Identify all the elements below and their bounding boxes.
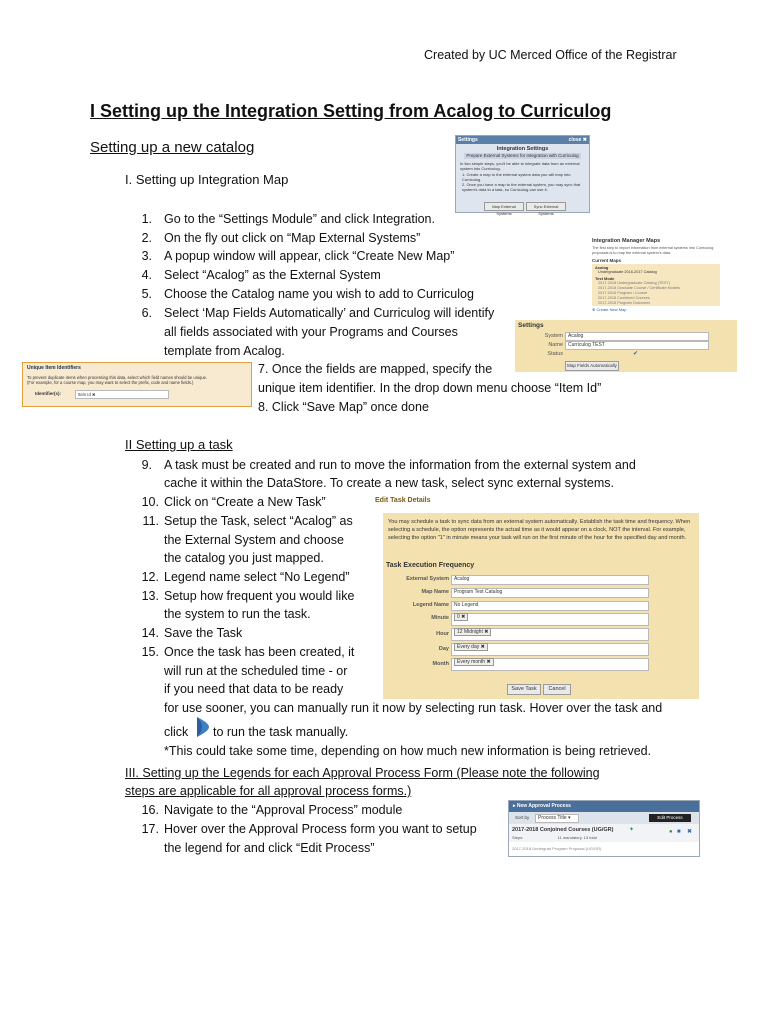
run-task-icon — [192, 716, 212, 738]
step-text: Setup how frequent you would like — [164, 589, 355, 603]
hour-tag[interactable]: 12 Midnight ✖ — [454, 628, 491, 636]
step-text-continued: the External System and choose — [164, 533, 344, 547]
unique-desc: To prevent duplicate items when processing this data, select which field names should be unique. — [27, 375, 208, 380]
current-maps-label: Current Maps — [592, 258, 622, 263]
panel-subheading: Prepare External Systems for Integration with Curriculog — [464, 153, 581, 159]
day-label: Day — [438, 646, 449, 652]
edit-process-tooltip: Edit Process — [649, 814, 691, 822]
map-fields-automatically-button[interactable]: Map Fields Automatically — [565, 361, 619, 371]
step-text: Legend name select “No Legend” — [164, 570, 350, 584]
approval-process-screenshot — [508, 800, 700, 857]
day-tag[interactable]: Every day ✖ — [454, 643, 488, 651]
external-system-label: External System — [406, 576, 449, 582]
step-number: 6. — [141, 306, 152, 320]
step-text-continued: the catalog you just mapped. — [164, 551, 324, 565]
month-label: Month — [432, 661, 449, 667]
month-input[interactable] — [451, 658, 649, 671]
step-text-continued: unique item identifier. In the drop down menu choose “Item Id” — [258, 381, 602, 395]
step-text: A popup window will appear, click “Create New Map” — [164, 249, 455, 263]
system-select[interactable]: Acalog — [565, 332, 709, 341]
step-text: A task must be created and run to move the information from the external system and — [164, 458, 636, 472]
save-task-button[interactable]: Save Task — [507, 684, 541, 695]
map-row[interactable]: 2017-2018 Graduate Course / Certificate Models — [598, 286, 680, 290]
document-title: I Setting up the Integration Setting from Acalog to Curriculog — [90, 101, 612, 121]
step-text-continued: the legend for and click “Edit Process” — [164, 841, 375, 855]
step-text: Select “Acalog” as the External System — [164, 268, 381, 282]
create-new-map-link[interactable] — [592, 307, 627, 312]
add-icon: ⊕ — [592, 307, 596, 312]
step-text-continued: for use sooner, you can manually run it now by selecting run task. Hover over the task and — [164, 701, 663, 715]
minute-label: Minute — [431, 615, 449, 621]
external-system-select[interactable]: Acalog — [451, 575, 649, 585]
panel-heading: Integration Settings — [496, 146, 549, 152]
section-subtitle: Setting up a new catalog — [90, 139, 255, 156]
hour-label: Hour — [436, 631, 449, 637]
day-input[interactable] — [451, 643, 649, 656]
step-number: 4. — [141, 268, 152, 282]
step-text: Go to the “Settings Module” and click Integration. — [164, 212, 435, 226]
status-checkbox[interactable]: ✔ — [633, 351, 639, 357]
maps-title: Integration Manager Maps — [592, 238, 661, 244]
map-settings-screenshot — [515, 320, 737, 372]
delete-icon[interactable]: ■ — [677, 829, 681, 835]
process-steps: Steps: 11 mandatory, 13 total — [512, 835, 597, 840]
test-group-label: Test Mode — [595, 276, 615, 281]
step-number: 5. — [141, 287, 152, 301]
section2-heading: II Setting up a task — [125, 437, 233, 452]
close-icon: close ✖ — [568, 137, 587, 143]
step-number: 1. — [141, 212, 152, 226]
integration-maps-screenshot — [592, 238, 722, 314]
step-number: 13. — [141, 589, 159, 603]
edit-task-screenshot — [383, 513, 699, 699]
name-select[interactable]: Curriculog TEST — [565, 341, 709, 350]
step-text-continued: click — [164, 725, 189, 739]
note-text: *This could take some time, depending on how much new information is being retrieved. — [164, 744, 652, 758]
step-number: 16. — [141, 803, 159, 817]
step-number: 10. — [141, 495, 159, 509]
unique-identifiers-screenshot — [22, 362, 252, 407]
step-text-continued: if you need that data to be ready — [164, 682, 344, 696]
acalog-group-label: Acalog — [595, 265, 609, 270]
step-text: Once the task has been created, it — [164, 645, 355, 659]
approval-process-row[interactable] — [509, 824, 699, 842]
step-text-continued: cache it within the DataStore. To create a new task, select sync external systems. — [164, 476, 614, 490]
month-tag[interactable]: Every month ✖ — [454, 658, 494, 666]
identifier-select[interactable]: Item Id ✖ — [75, 390, 169, 399]
step-number: 3. — [141, 249, 152, 263]
step-number: 11. — [142, 514, 159, 528]
map-name-select[interactable]: Program Test Catalog — [451, 588, 649, 598]
step-text-continued: all fields associated with your Programs and Courses — [164, 325, 458, 339]
minute-tag[interactable]: 0 ✖ — [454, 613, 468, 621]
map-row[interactable]: 2017-2018 Program / Course — [598, 291, 648, 295]
step-text: Hover over the Approval Process form you want to setup — [164, 822, 477, 836]
step-text: Click on “Create a New Task” — [164, 495, 326, 509]
settings-title: Settings — [518, 322, 544, 329]
step-number: 15. — [141, 645, 159, 659]
sort-select[interactable]: Process Title ▾ — [535, 814, 579, 823]
create-new-map-label: Create New Map — [596, 307, 627, 312]
legend-name-label: Legend Name — [412, 602, 449, 608]
step-text-continued: template from Acalog. — [164, 344, 285, 358]
sync-external-systems-button[interactable]: Sync External Systems — [526, 202, 566, 211]
section3-heading-continued: steps are applicable for all approval process forms.) — [125, 784, 412, 798]
step-text: 8. Click “Save Map” once done — [258, 400, 429, 414]
step-text: Select ‘Map Fields Automatically’ and Curriculog will identify — [164, 306, 495, 320]
minute-input[interactable] — [451, 613, 649, 626]
section1-heading: I. Setting up Integration Map — [125, 172, 289, 187]
step-number: 9. — [141, 458, 152, 472]
step-text: 7. Once the fields are mapped, specify the — [258, 362, 493, 376]
hour-input[interactable] — [451, 628, 649, 641]
step-number: 12. — [141, 570, 159, 584]
task-frequency-heading: Task Execution Frequency — [386, 562, 475, 569]
map-name-label: Map Name — [421, 589, 449, 595]
map-row[interactable]: 2017-2018 Program Outcomes — [598, 301, 651, 305]
step-text-continued: will run at the scheduled time - or — [164, 664, 348, 678]
edit-icon[interactable]: ● — [669, 829, 673, 835]
maps-list — [592, 264, 720, 306]
step-text: Save the Task — [164, 626, 243, 640]
legend-name-select[interactable]: No Legend — [451, 601, 649, 611]
maps-description: The first step to import information from external systems into Curriculog proposals is to map the external system's data. — [592, 246, 714, 255]
unique-title: Unique Item Identifiers — [27, 365, 81, 371]
section3-heading: III. Setting up the Legends for each Approval Process Form (Please note the following — [125, 766, 600, 780]
edit-task-heading: Edit Task Details — [375, 497, 431, 504]
new-approval-process-button[interactable]: ▸ New Approval Process — [513, 803, 571, 809]
step-text-continued: the system to run the task. — [164, 607, 311, 621]
panel-title: Settings — [458, 137, 478, 143]
status-label: Status — [547, 351, 563, 357]
map-row[interactable]: 2017-2018 Combined Courses — [598, 296, 650, 300]
process-title: 2017-2018 Conjoined Courses (UG/GR) — [512, 827, 614, 833]
step-text: On the fly out click on “Map External Systems” — [164, 231, 421, 245]
step-text: Setup the Task, select “Acalog” as — [164, 514, 353, 528]
name-label: Name — [548, 342, 563, 348]
process-title[interactable]: 2017-2018 Undergrad Program Proposal (UG/GR) — [512, 846, 602, 851]
integration-settings-screenshot — [455, 135, 590, 216]
cancel-button[interactable]: Cancel — [543, 684, 571, 695]
unique-desc: (For example, for a course map, you may want to select the prefix, code and name fields.) — [27, 380, 194, 385]
document-credit: Created by UC Merced Office of the Registrar — [424, 48, 677, 62]
copy-icon[interactable]: ✦ — [629, 827, 635, 833]
step-text: Navigate to the “Approval Process” module — [164, 803, 403, 817]
step-number: 2. — [141, 231, 152, 245]
panel-intro: In two simple steps, you'll be able to integrate data from an external system into Curriculog. — [460, 161, 580, 171]
map-row[interactable]: Undergraduate 2016-2017 Catalog — [598, 270, 657, 274]
map-external-systems-button[interactable]: Map External Systems — [484, 202, 524, 211]
close-icon[interactable]: ✖ — [687, 829, 693, 835]
map-row[interactable]: 2017-2018 Undergraduate Catalog (TEST) — [598, 281, 670, 285]
step-text: Choose the Catalog name you wish to add to Curriculog — [164, 287, 474, 301]
task-description: You may schedule a task to sync data from an external system automatically. Establish the task time and frequency. When selecting a schedule, the option represents the actual time as it would appear on a clock, NOT the interval. For example, selecting the option "1" in minute means your task will run on the first minute of the hour for the specified day and month. — [388, 519, 691, 541]
panel-step: 2. Once you have a map to the external system, you may sync that system's data to a task, so Curriculog can use it. — [462, 182, 581, 192]
step-text-continued: to run the task manually. — [213, 725, 349, 739]
identifier-label: Identifier(s): — [35, 391, 62, 396]
step-number: 14. — [141, 626, 159, 640]
step-number: 17. — [141, 822, 159, 836]
sort-by-label: Sort by — [515, 815, 530, 820]
panel-step: 1. Create a map to the external system data you will map into Curriculog. — [462, 172, 571, 182]
system-label: System — [544, 333, 563, 339]
